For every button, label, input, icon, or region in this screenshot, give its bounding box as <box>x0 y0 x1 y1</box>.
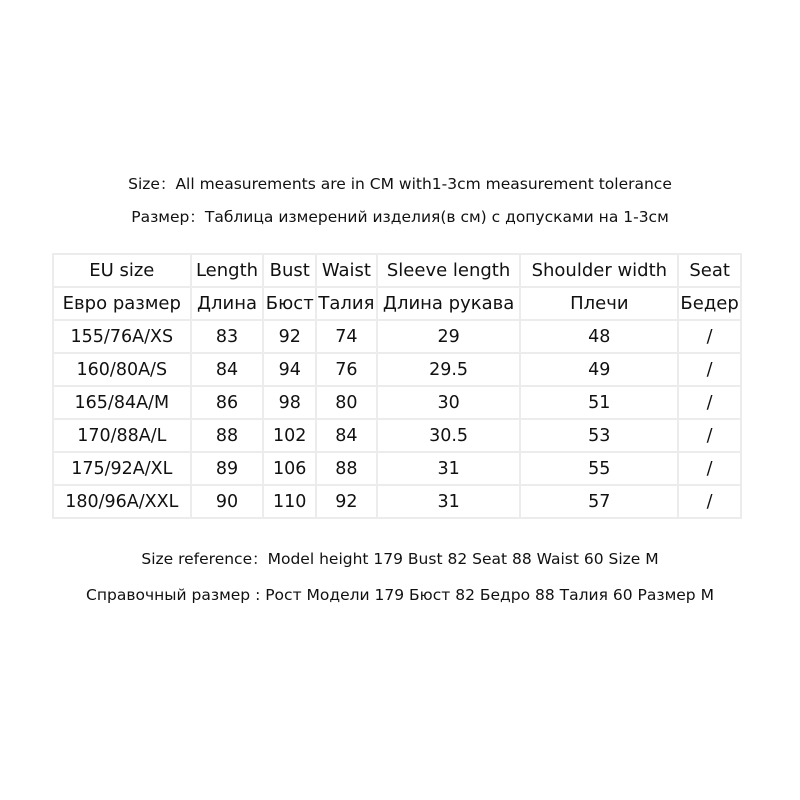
table-cell-seat: / <box>678 452 741 485</box>
table-cell-waist: 88 <box>316 452 377 485</box>
column-header-seat-ru: Бедер <box>678 287 741 320</box>
table-cell-sleeve-length: 30.5 <box>377 419 521 452</box>
table-cell-sleeve-length: 29 <box>377 320 521 353</box>
table-cell-length: 86 <box>191 386 264 419</box>
table-cell-size: 160/80A/S <box>53 353 191 386</box>
table-cell-waist: 76 <box>316 353 377 386</box>
table-cell-length: 88 <box>191 419 264 452</box>
column-header-shoulder-width: Shoulder width <box>520 254 678 287</box>
table-row <box>53 386 741 419</box>
table-cell-sleeve-length: 29.5 <box>377 353 521 386</box>
column-header-waist: Waist <box>316 254 377 287</box>
table-cell-seat: / <box>678 386 741 419</box>
table-cell-bust: 102 <box>263 419 316 452</box>
column-header-eu-size-ru: Евро размер <box>53 287 191 320</box>
column-header-sleeve-length-ru: Длина рукава <box>377 287 521 320</box>
table-cell-waist: 92 <box>316 485 377 518</box>
column-header-eu-size: EU size <box>53 254 191 287</box>
table-row <box>53 452 741 485</box>
table-cell-sleeve-length: 31 <box>377 452 521 485</box>
table-cell-waist: 74 <box>316 320 377 353</box>
column-header-bust-ru: Бюст <box>263 287 316 320</box>
table-cell-length: 89 <box>191 452 264 485</box>
table-cell-size: 180/96A/XXL <box>53 485 191 518</box>
table-cell-waist: 80 <box>316 386 377 419</box>
table-cell-bust: 94 <box>263 353 316 386</box>
table-cell-length: 90 <box>191 485 264 518</box>
table-row <box>53 320 741 353</box>
column-header-bust: Bust <box>263 254 316 287</box>
table-cell-bust: 110 <box>263 485 316 518</box>
table-cell-bust: 98 <box>263 386 316 419</box>
column-header-sleeve-length: Sleeve length <box>377 254 521 287</box>
table-cell-seat: / <box>678 320 741 353</box>
table-cell-bust: 106 <box>263 452 316 485</box>
table-cell-seat: / <box>678 485 741 518</box>
table-cell-size: 175/92A/XL <box>53 452 191 485</box>
column-header-length-ru: Длина <box>191 287 264 320</box>
size-reference-russian: Справочный размер : Рост Модели 179 Бюст 82 Бедро 88 Талия 60 Размер M <box>86 586 714 604</box>
table-cell-shoulder-width: 48 <box>520 320 678 353</box>
header-row-english <box>53 254 741 287</box>
table-cell-size: 170/88A/L <box>53 419 191 452</box>
measurement-note-russian: Размер：Таблица измерений изделия(в см) с допусками на 1-3см <box>131 208 669 226</box>
size-reference-english: Size reference：Model height 179 Bust 82 Seat 88 Waist 60 Size M <box>141 550 659 568</box>
column-header-waist-ru: Талия <box>316 287 377 320</box>
table-cell-seat: / <box>678 353 741 386</box>
table-cell-length: 83 <box>191 320 264 353</box>
table-row <box>53 485 741 518</box>
table-cell-length: 84 <box>191 353 264 386</box>
table-cell-shoulder-width: 51 <box>520 386 678 419</box>
header-row-russian <box>53 287 741 320</box>
measurement-note-english: Size：All measurements are in CM with1-3cm measurement tolerance <box>128 175 672 193</box>
column-header-shoulder-width-ru: Плечи <box>520 287 678 320</box>
table-cell-size: 155/76A/XS <box>53 320 191 353</box>
table-cell-sleeve-length: 31 <box>377 485 521 518</box>
table-cell-shoulder-width: 57 <box>520 485 678 518</box>
column-header-seat: Seat <box>678 254 741 287</box>
table-cell-bust: 92 <box>263 320 316 353</box>
table-cell-size: 165/84A/M <box>53 386 191 419</box>
table-row <box>53 353 741 386</box>
table-cell-sleeve-length: 30 <box>377 386 521 419</box>
table-cell-waist: 84 <box>316 419 377 452</box>
size-chart-table <box>52 253 742 519</box>
table-cell-seat: / <box>678 419 741 452</box>
table-cell-shoulder-width: 53 <box>520 419 678 452</box>
table-row <box>53 419 741 452</box>
table-cell-shoulder-width: 55 <box>520 452 678 485</box>
table-cell-shoulder-width: 49 <box>520 353 678 386</box>
column-header-length: Length <box>191 254 264 287</box>
